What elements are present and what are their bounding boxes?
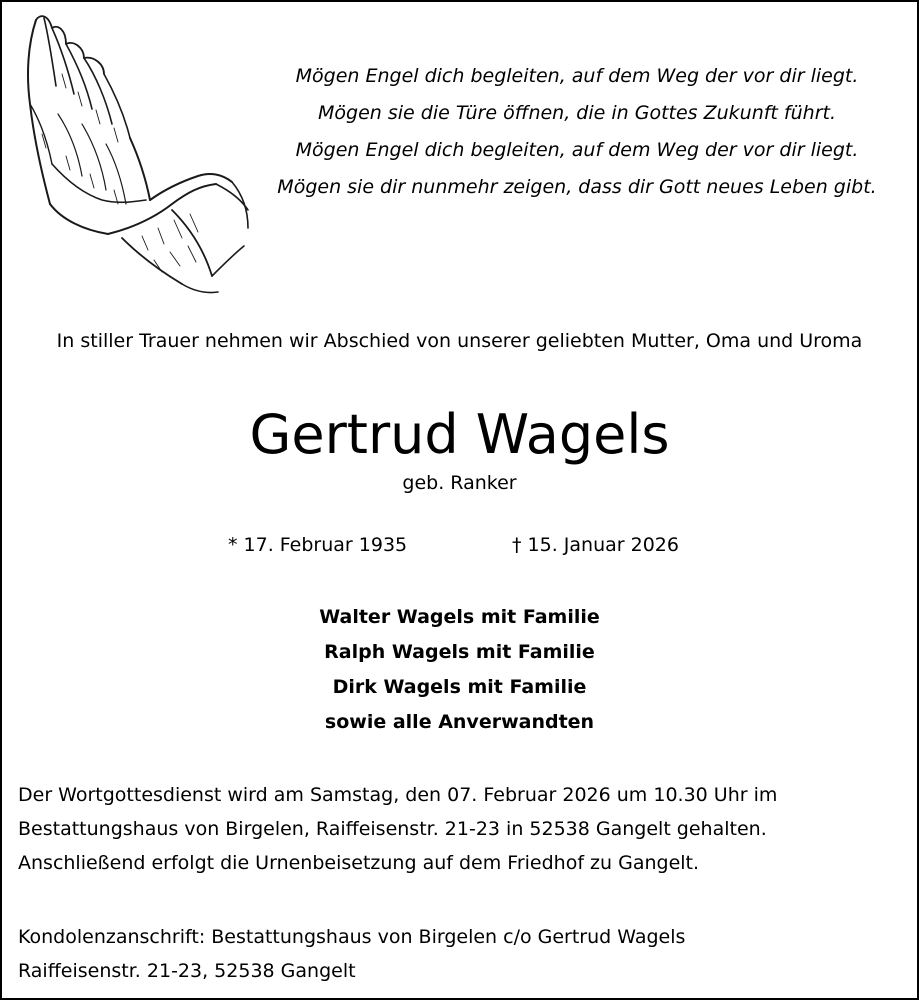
deceased-name: Gertrud Wagels xyxy=(249,403,670,466)
service-line: Anschließend erfolgt die Urnenbeisetzung auf dem Friedhof zu Gangelt. xyxy=(18,852,700,874)
mourner: Ralph Wagels mit Familie xyxy=(324,641,595,663)
intro-text: In stiller Trauer nehmen wir Abschied von unserer geliebten Mutter, Oma und Uroma xyxy=(56,330,863,352)
condolence-address xyxy=(18,920,908,988)
birth-date: * 17. Februar 1935 xyxy=(228,534,408,556)
condolence-line: Raiffeisenstr. 21-23, 52538 Gangelt xyxy=(18,960,356,982)
praying-hands-icon xyxy=(22,14,252,296)
maiden-name: geb. Ranker xyxy=(402,472,517,494)
service-line: Der Wortgottesdienst wird am Samstag, den 07. Februar 2026 um 10.30 Uhr im xyxy=(18,784,778,806)
mourner: Dirk Wagels mit Familie xyxy=(332,676,587,698)
poem xyxy=(257,58,897,206)
condolence-line: Kondolenzanschrift: Bestattungshaus von Birgelen c/o Gertrud Wagels xyxy=(18,926,686,948)
service-info xyxy=(18,778,908,880)
mourners-list xyxy=(2,600,917,740)
poem-line: Mögen Engel dich begleiten, auf dem Weg der vor dir liegt. xyxy=(295,65,859,87)
poem-line: Mögen Engel dich begleiten, auf dem Weg der vor dir liegt. xyxy=(295,139,859,161)
poem-line: Mögen sie dir nunmehr zeigen, dass dir Gott neues Leben gibt. xyxy=(277,176,877,198)
service-line: Bestattungshaus von Birgelen, Raiffeisenstr. 21-23 in 52538 Gangelt gehalten. xyxy=(18,818,767,840)
death-date: † 15. Januar 2026 xyxy=(512,534,679,556)
mourner: Walter Wagels mit Familie xyxy=(319,606,600,628)
poem-line: Mögen sie die Türe öffnen, die in Gottes Zukunft führt. xyxy=(318,102,836,124)
mourner: sowie alle Anverwandten xyxy=(324,711,595,733)
